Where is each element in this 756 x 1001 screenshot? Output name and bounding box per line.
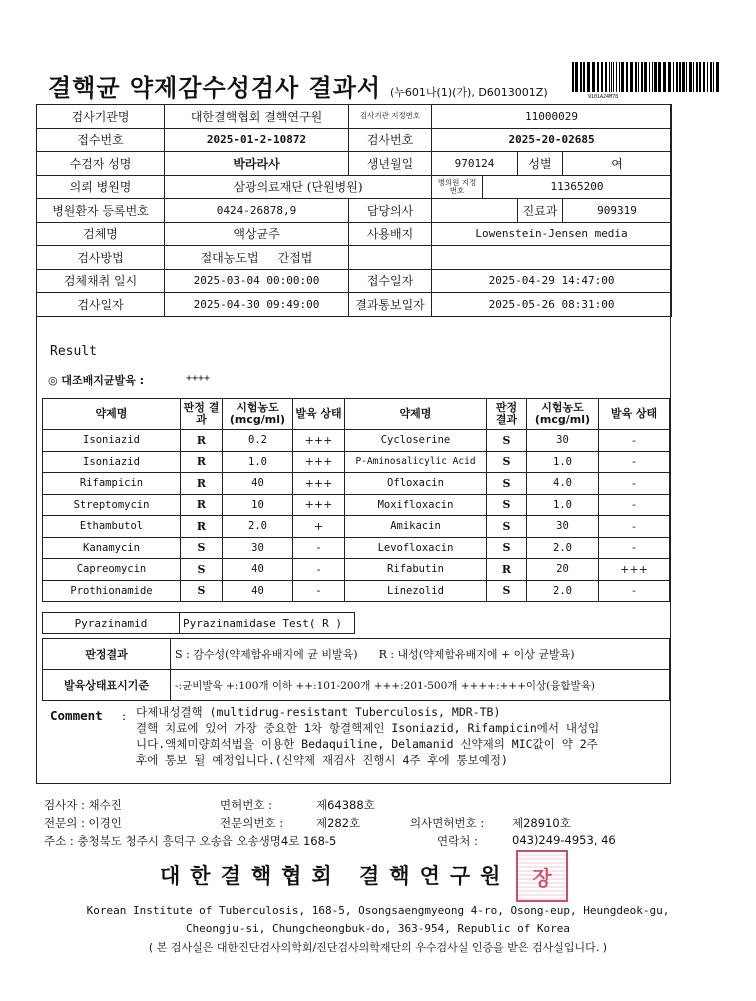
value-hospital: 삼광의료재단 (단원병원): [165, 175, 432, 199]
comment-line: 다제내성결핵 (multidrug-resistant Tuberculosis, MDR-TB): [136, 705, 501, 719]
label-hospital-id: 병의원 지정번호: [432, 175, 483, 199]
label-institution-id: 검사기관 지정번호: [349, 105, 432, 129]
specialist-label: 전문의번호 :: [220, 816, 284, 830]
concentration-cell: 30: [527, 430, 599, 452]
english-address-line2: Cheongju-si, Chungcheongbuk-do, 363-954, Republic of Korea: [185, 922, 571, 935]
official-seal: 장: [516, 850, 568, 902]
concentration-cell: 40: [223, 559, 293, 581]
drug-name-cell: Ethambutol: [43, 516, 181, 538]
growth-cell: -: [293, 537, 345, 559]
judgement-cell: S: [487, 473, 527, 495]
value-hospital-id: 11365200: [483, 175, 672, 199]
table-row: [37, 199, 672, 223]
concentration-cell: 4.0: [527, 473, 599, 495]
table-row: [37, 105, 672, 129]
address: 주소 : 충청북도 청주시 흥덕구 오송읍 오송생명4로 168-5: [44, 834, 337, 848]
growth-cell: +: [293, 516, 345, 538]
table-row: [37, 175, 672, 199]
specialist-number: 제282호: [316, 816, 361, 830]
drug-name-cell: Kanamycin: [43, 537, 181, 559]
judgement-cell: R: [181, 494, 223, 516]
legend-judgement-text: [171, 639, 670, 670]
concentration-cell: 2.0: [527, 537, 599, 559]
drug-susceptibility-table: [42, 398, 670, 602]
organization-name: 대한결핵협회 결핵연구원: [160, 863, 511, 888]
drug-name-cell: Rifampicin: [43, 473, 181, 495]
value-sex: 여: [563, 152, 672, 176]
control-growth-value: ++++: [186, 373, 211, 384]
growth-cell: +++: [293, 473, 345, 495]
growth-cell: +++: [599, 559, 670, 581]
drug-name-cell: Cycloserine: [345, 430, 487, 452]
label-receipt-date: 접수일자: [349, 269, 432, 293]
growth-cell: +++: [293, 451, 345, 473]
tester: 검사자 : 채수진: [44, 798, 122, 812]
table-row: [37, 128, 672, 152]
barcode-text: 9101A24M78: [588, 94, 619, 100]
legend-growth-text: -:균비발육 +:100개 이하 ++:101-200개 +++:201-500개 ++++:+++이상(융합발육): [171, 670, 670, 701]
growth-cell: +++: [293, 430, 345, 452]
concentration-cell: 20: [527, 559, 599, 581]
value-report-date: 2025-05-26 08:31:00: [432, 293, 672, 317]
column-header: 발육 상태: [293, 399, 345, 430]
column-header: 판정 결과: [181, 399, 223, 430]
concentration-cell: 30: [223, 537, 293, 559]
legend-judgement-label: 판정결과: [43, 639, 171, 670]
english-address-line1: Korean Institute of Tuberculosis, 168-5, Osongsaengmyeong 4-ro, Osong-eup, Heungdeok-gu,: [86, 904, 670, 917]
table-row: [37, 152, 672, 176]
label-specimen: 검체명: [37, 222, 165, 246]
label-birth: 생년월일: [349, 152, 432, 176]
judgement-cell: R: [487, 559, 527, 581]
table-row: [43, 430, 670, 452]
judgement-cell: S: [487, 494, 527, 516]
judgement-cell: S: [487, 516, 527, 538]
comment-text: [136, 704, 666, 768]
growth-cell: -: [599, 430, 670, 452]
label-collection-time: 검체채취 일시: [37, 269, 165, 293]
table-row: [43, 494, 670, 516]
growth-cell: -: [599, 516, 670, 538]
drug-name-cell: Isoniazid: [43, 430, 181, 452]
value-receipt-date: 2025-04-29 14:47:00: [432, 269, 672, 293]
column-header: 시험농도 (mcg/ml): [527, 399, 599, 430]
growth-cell: -: [599, 494, 670, 516]
document-code: (누601나(1)(가), D6013001Z): [390, 86, 548, 99]
contact: 043)249-4953, 46: [512, 833, 616, 847]
table-row: [43, 639, 670, 670]
column-header: 발육 상태: [599, 399, 670, 430]
label-department: 진료과: [518, 199, 563, 223]
table-row: [37, 269, 672, 293]
table-row: [37, 246, 672, 270]
concentration-cell: 30: [527, 516, 599, 538]
judgement-cell: R: [181, 451, 223, 473]
drug-name-cell: Ofloxacin: [345, 473, 487, 495]
method-absolute: 절대농도법: [200, 250, 259, 265]
label-doctor: 담당의사: [349, 199, 432, 223]
value-institution: 대한결핵협회 결핵연구원: [165, 105, 349, 129]
judgement-cell: R: [181, 473, 223, 495]
drug-name-cell: Moxifloxacin: [345, 494, 487, 516]
drug-name-cell: Levofloxacin: [345, 537, 487, 559]
table-header-row: [43, 399, 670, 430]
doctor-license-label: 의사면허번호 :: [410, 816, 485, 830]
drug-name-cell: P-Aminosalicylic Acid: [345, 451, 487, 473]
drug-name-cell: Prothionamide: [43, 580, 181, 602]
label-sex: 성별: [518, 152, 563, 176]
barcode: [570, 62, 720, 94]
column-header: 약제명: [43, 399, 181, 430]
concentration-cell: 40: [223, 580, 293, 602]
legend-growth-label: 발육상태표시기준: [43, 670, 171, 701]
drug-name-cell: Rifabutin: [345, 559, 487, 581]
drug-name-cell: Capreomycin: [43, 559, 181, 581]
concentration-cell: 10: [223, 494, 293, 516]
document-title: 결핵균 약제감수성검사 결과서: [48, 74, 382, 102]
table-row: [43, 451, 670, 473]
legend-r: R : 내성(약제함유배지에 + 이상 균발육): [378, 648, 575, 661]
judgement-cell: S: [181, 580, 223, 602]
request-info-table: [36, 104, 672, 317]
drug-name-cell: Amikacin: [345, 516, 487, 538]
table-row: [43, 670, 670, 701]
value-institution-id: 11000029: [432, 105, 672, 129]
growth-cell: +++: [293, 494, 345, 516]
value-birth: 970124: [432, 152, 518, 176]
label-test-no: 검사번호: [349, 128, 432, 152]
column-header: 판정 결과: [487, 399, 527, 430]
judgement-cell: S: [181, 537, 223, 559]
comment-line: 후에 통보 될 예정입니다.(신약제 재검사 진행시 4주 후에 통보예정): [136, 753, 508, 767]
judgement-cell: S: [487, 537, 527, 559]
value-department: 909319: [563, 199, 672, 223]
empty-cell: [432, 246, 672, 270]
value-doctor: [432, 199, 518, 223]
judgement-cell: R: [181, 430, 223, 452]
license-number: 제64388호: [316, 798, 375, 812]
table-row: [43, 516, 670, 538]
value-patient-name: 박라라사: [165, 152, 349, 176]
judgement-cell: R: [181, 516, 223, 538]
value-patient-reg: 0424-26878,9: [165, 199, 349, 223]
value-test-no: 2025-20-02685: [432, 128, 672, 152]
growth-cell: -: [599, 580, 670, 602]
growth-cell: -: [599, 451, 670, 473]
label-report-date: 결과통보일자: [349, 293, 432, 317]
legend-s: S : 감수성(약제함유배지에 균 비발육): [175, 648, 358, 661]
label-medium: 사용배지: [349, 222, 432, 246]
table-row: [43, 537, 670, 559]
pza-label: Pyrazinamid: [43, 613, 180, 634]
table-row: [43, 473, 670, 495]
value-specimen: 액상균주: [165, 222, 349, 246]
label-institution: 검사기관명: [37, 105, 165, 129]
empty-cell: [349, 246, 432, 270]
column-header: 약제명: [345, 399, 487, 430]
comment-line: 결핵 치료에 있어 가장 중요한 1차 항결핵제인 Isoniazid, Rifampicin에서 내성입: [136, 721, 600, 735]
label-patient-name: 수검자 성명: [37, 152, 165, 176]
table-row: [37, 293, 672, 317]
label-test-date: 검사일자: [37, 293, 165, 317]
drug-name-cell: Streptomycin: [43, 494, 181, 516]
result-title: Result: [50, 344, 97, 359]
label-patient-reg: 병원환자 등록번호: [37, 199, 165, 223]
contact-label: 연락처 :: [437, 834, 478, 848]
judgement-cell: S: [487, 451, 527, 473]
concentration-cell: 40: [223, 473, 293, 495]
method-indirect: 간접법: [277, 250, 313, 265]
column-header: 시험농도 (mcg/ml): [223, 399, 293, 430]
growth-cell: -: [599, 537, 670, 559]
judgement-cell: S: [487, 430, 527, 452]
drug-name-cell: Linezolid: [345, 580, 487, 602]
concentration-cell: 2.0: [527, 580, 599, 602]
pza-value: Pyrazinamidase Test( R ): [180, 613, 355, 634]
comment-label: Comment: [50, 708, 103, 723]
growth-cell: -: [293, 580, 345, 602]
growth-cell: -: [293, 559, 345, 581]
value-method: [165, 246, 349, 270]
judgement-cell: S: [181, 559, 223, 581]
doctor-license-number: 제28910호: [512, 816, 571, 830]
concentration-cell: 1.0: [223, 451, 293, 473]
concentration-cell: 1.0: [527, 494, 599, 516]
judgement-cell: S: [487, 580, 527, 602]
specialist: 전문의 : 이경인: [44, 816, 122, 830]
comment-colon: :: [122, 708, 127, 723]
table-row: [43, 580, 670, 602]
value-test-date: 2025-04-30 09:49:00: [165, 293, 349, 317]
legend-table: [42, 638, 670, 701]
value-receipt-no: 2025-01-2-10872: [165, 128, 349, 152]
pyrazinamide-table: [42, 612, 355, 634]
certification-note: ( 본 검사실은 대한진단검사의학회/진단검사의학재단의 우수검사실 인증을 받은 검사실입니다. ): [148, 941, 608, 954]
control-growth-label: ◎ 대조배지균발육 :: [48, 374, 145, 387]
label-method: 검사방법: [37, 246, 165, 270]
concentration-cell: 0.2: [223, 430, 293, 452]
comment-line: 니다.액체미량희석법을 이용한 Bedaquiline, Delamanid 신약제의 MIC값이 약 2주: [136, 737, 598, 751]
table-row: [43, 559, 670, 581]
license-label: 면허번호 :: [220, 798, 272, 812]
table-row: [37, 222, 672, 246]
label-hospital: 의뢰 병원명: [37, 175, 165, 199]
value-collection-time: 2025-03-04 00:00:00: [165, 269, 349, 293]
value-medium: Lowenstein-Jensen media: [432, 222, 672, 246]
drug-name-cell: Isoniazid: [43, 451, 181, 473]
growth-cell: -: [599, 473, 670, 495]
concentration-cell: 1.0: [527, 451, 599, 473]
label-receipt-no: 접수번호: [37, 128, 165, 152]
concentration-cell: 2.0: [223, 516, 293, 538]
table-row: [43, 613, 355, 634]
